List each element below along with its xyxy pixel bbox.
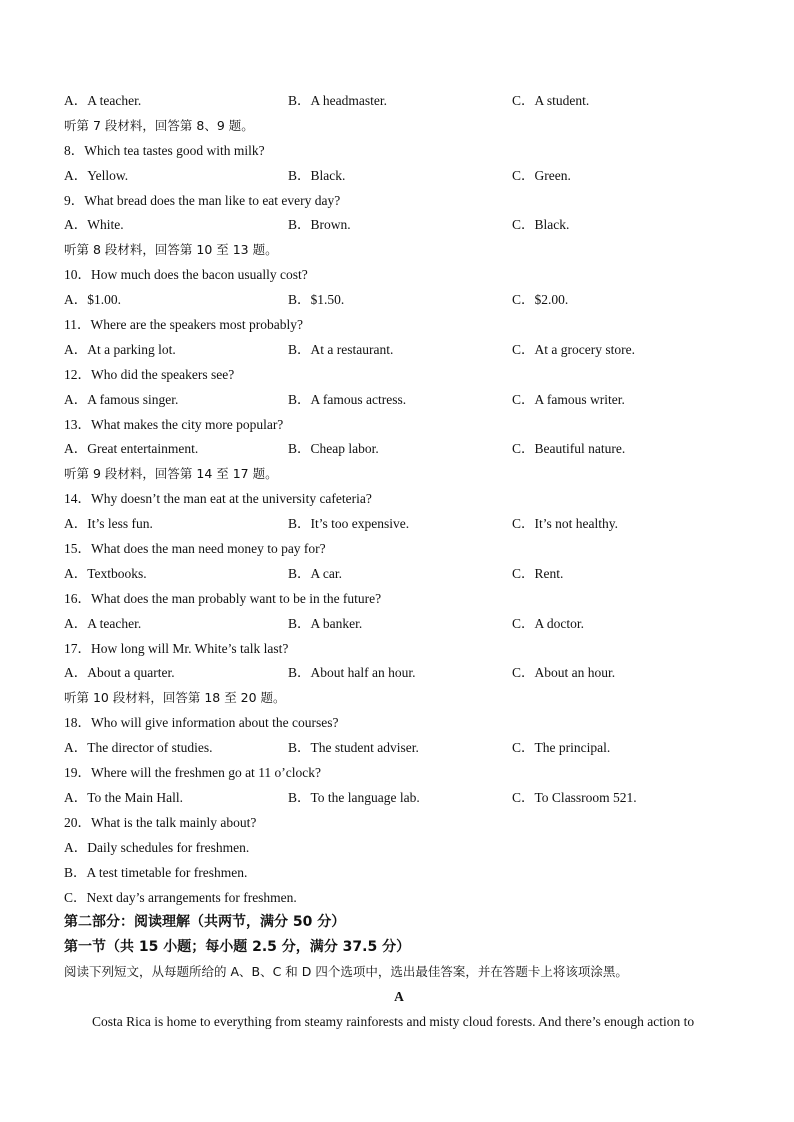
question-9-stem: 9．What bread does the man like to eat every day? — [64, 192, 341, 208]
option-b: B．A car. — [288, 565, 342, 581]
q20-option-b: B．A test timetable for freshmen. — [64, 864, 248, 880]
section-7-instruction: 听第 7 段材料，回答第 8、9 题。 — [64, 117, 254, 133]
option-b: B．To the language lab. — [288, 789, 420, 805]
option-c: C．About an hour. — [512, 665, 616, 681]
passage-first-line: Costa Rica is home to everything from steamy rainforests and misty cloud forests. And there’s enough action to — [92, 1013, 695, 1029]
question-13-stem: 13．What makes the city more popular? — [64, 416, 284, 432]
option-a: A．A teacher. — [64, 615, 142, 631]
q17-options — [64, 661, 734, 686]
option-a: A．Textbooks. — [64, 565, 147, 581]
option-c: C．The principal. — [512, 740, 611, 756]
q9-options — [64, 213, 734, 238]
question-12-stem: 12．Who did the speakers see? — [64, 366, 235, 382]
option-c: C．A doctor. — [512, 615, 585, 631]
option-b: B．Black. — [288, 167, 346, 183]
reading-instructions: 阅读下列短文，从每题所给的 A、B、C 和 D 四个选项中，选出最佳答案，并在答题卡上将该项涂黑。 — [64, 964, 628, 980]
question-10-stem: 10．How much does the bacon usually cost? — [64, 267, 308, 283]
option-c: C．A student. — [512, 93, 590, 108]
option-a: A．The director of studies. — [64, 740, 213, 756]
q14-options — [64, 512, 734, 537]
part-2-heading: 第二部分：阅读理解（共两节，满分 50 分） — [64, 914, 346, 931]
option-c: C．To Classroom 521. — [512, 789, 637, 805]
option-b: B．About half an hour. — [288, 665, 416, 681]
option-c: C．$2.00. — [512, 292, 569, 308]
question-17-stem: 17．How long will Mr. White’s talk last? — [64, 640, 289, 656]
option-b: B．At a restaurant. — [288, 341, 394, 357]
option-b: B．The student adviser. — [288, 740, 419, 756]
option-b: B．A headmaster. — [288, 93, 387, 108]
option-a: A．$1.00. — [64, 292, 121, 308]
question-15-stem: 15．What does the man need money to pay for? — [64, 541, 326, 557]
question-20-stem: 20．What is the talk mainly about? — [64, 814, 257, 830]
q20-option-a: A．Daily schedules for freshmen. — [64, 839, 250, 855]
section-10-instruction: 听第 10 段材料，回答第 18 至 20 题。 — [64, 690, 286, 706]
question-8-stem: 8．Which tea tastes good with milk? — [64, 142, 265, 158]
option-b: B．Brown. — [288, 217, 351, 233]
option-b: B．A banker. — [288, 615, 363, 631]
q15-options — [64, 562, 734, 587]
q8-options — [64, 164, 734, 189]
option-a: A．Yellow. — [64, 167, 129, 183]
q7-options — [64, 89, 734, 114]
option-b: B．$1.50. — [288, 292, 345, 308]
exam-content — [64, 89, 734, 1035]
option-a: A．It’s less fun. — [64, 516, 153, 532]
passage-label: A — [394, 989, 404, 1005]
q18-options — [64, 736, 734, 761]
option-c: C．It’s not healthy. — [512, 516, 618, 532]
option-a: A．Great entertainment. — [64, 441, 199, 457]
option-c: C．Green. — [512, 167, 571, 183]
question-11-stem: 11．Where are the speakers most probably? — [64, 317, 304, 333]
option-c: C．Beautiful nature. — [512, 441, 626, 457]
option-a: A．A teacher. — [64, 93, 142, 108]
question-16-stem: 16．What does the man probably want to be in the future? — [64, 590, 382, 606]
question-19-stem: 19．Where will the freshmen go at 11 o’clock? — [64, 765, 322, 781]
option-c: C．Black. — [512, 217, 570, 233]
q11-options — [64, 338, 734, 363]
q12-options — [64, 388, 734, 413]
question-18-stem: 18．Who will give information about the courses? — [64, 715, 339, 731]
q16-options — [64, 612, 734, 637]
option-b: B．Cheap labor. — [288, 441, 379, 457]
option-c: C．Rent. — [512, 565, 564, 581]
option-a: A．White. — [64, 217, 124, 233]
section-9-instruction: 听第 9 段材料，回答第 14 至 17 题。 — [64, 466, 278, 482]
option-b: B．It’s too expensive. — [288, 516, 410, 532]
option-c: C．A famous writer. — [512, 391, 625, 407]
q20-option-c: C．Next day’s arrangements for freshmen. — [64, 889, 297, 905]
question-14-stem: 14．Why doesn’t the man eat at the university cafeteria? — [64, 491, 372, 507]
q10-options — [64, 288, 734, 313]
option-a: A．About a quarter. — [64, 665, 175, 681]
option-b: B．A famous actress. — [288, 391, 407, 407]
q19-options — [64, 786, 734, 811]
section-1-heading: 第一节（共 15 小题；每小题 2.5 分，满分 37.5 分） — [64, 939, 411, 956]
section-8-instruction: 听第 8 段材料，回答第 10 至 13 题。 — [64, 242, 278, 258]
option-a: A．A famous singer. — [64, 391, 179, 407]
q13-options — [64, 437, 734, 462]
option-a: A．At a parking lot. — [64, 341, 176, 357]
option-c: C．At a grocery store. — [512, 341, 635, 357]
option-a: A．To the Main Hall. — [64, 789, 184, 805]
